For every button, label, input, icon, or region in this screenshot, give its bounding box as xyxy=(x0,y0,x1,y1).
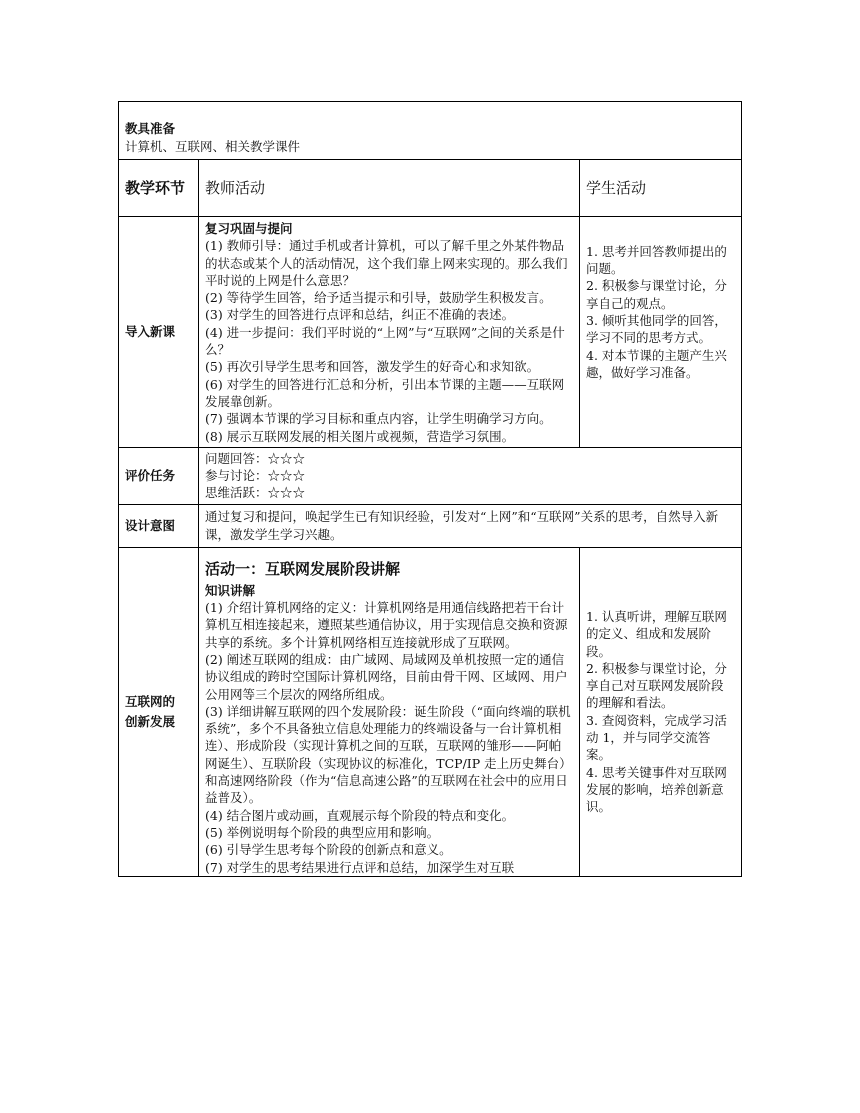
activity-row xyxy=(119,547,742,876)
design-cell: 通过复习和提问，唤起学生已有知识经验，引发对“上网”和“互联网”关系的思考，自然导入新课，激发学生学习兴趣。 xyxy=(199,504,742,547)
activity-teacher-item: (6) 引导学生思考每个阶段的创新点和意义。 xyxy=(205,842,452,858)
intro-title: 复习巩固与提问 xyxy=(205,221,293,236)
intro-teacher-item: (3) 对学生的回答进行点评和总结，纠正不准确的表述。 xyxy=(205,307,515,323)
activity-teacher-item: (1) 介绍计算机网络的定义：计算机网络是用通信线路把若干台计算机互相连接起来，遵照某些通信协议，用于实现信息交换和资源共享的系统。多个计算机网络相互连接就形成了互联网。 xyxy=(205,600,568,650)
lesson-plan-table xyxy=(118,101,742,877)
eval-row xyxy=(119,447,742,504)
intro-student-item: 4. 对本节课的主题产生兴趣，做好学习准备。 xyxy=(586,347,727,380)
prep-row xyxy=(119,102,742,160)
intro-label: 导入新课 xyxy=(119,217,199,448)
eval-item: 问题回答：☆☆☆ xyxy=(205,450,306,466)
intro-student-cell xyxy=(580,217,742,448)
activity-student-item: 4. 思考关键事件对互联网发展的影响，培养创新意识。 xyxy=(586,764,727,815)
intro-student-item: 1. 思考并回答教师提出的问题。 xyxy=(586,243,727,277)
intro-teacher-item: (8) 展示互联网发展的相关图片或视频，营造学习氛围。 xyxy=(205,428,515,444)
intro-teacher-item: (7) 强调本节课的学习目标和重点内容，让学生明确学习方向。 xyxy=(205,411,552,427)
intro-teacher-item: (2) 等待学生回答，给予适当提示和引导，鼓励学生积极发言。 xyxy=(205,290,552,306)
header-teacher: 教师活动 xyxy=(199,160,580,217)
intro-teacher-cell xyxy=(199,217,580,448)
lesson-plan-page xyxy=(118,101,741,877)
activity-subtitle: 知识讲解 xyxy=(205,582,256,598)
eval-label: 评价任务 xyxy=(119,447,199,504)
intro-teacher-item: (1) 教师引导：通过手机或者计算机，可以了解千里之外某件物品的状态或某个人的活动情况，这个我们靠上网来实现的。那么我们平时说的上网是什么意思？ xyxy=(205,238,568,288)
activity-teacher-item: (5) 举例说明每个阶段的典型应用和影响。 xyxy=(205,824,440,840)
eval-item: 参与讨论：☆☆☆ xyxy=(205,468,306,484)
header-stage: 教学环节 xyxy=(119,160,199,217)
design-label: 设计意图 xyxy=(119,504,199,547)
prep-title: 教具准备 xyxy=(125,121,176,137)
eval-item: 思维活跃：☆☆☆ xyxy=(205,485,306,501)
design-row xyxy=(119,504,742,547)
header-row xyxy=(119,160,742,217)
intro-student-item: 2. 积极参与课堂讨论，分享自己的观点。 xyxy=(586,278,727,311)
activity-teacher-item: (2) 阐述互联网的组成：由广域网、局域网及单机按照一定的通信协议组成的跨时空国际计算机网络，目前由骨干网、区域网、用户公用网等三个层次的网络所组成。 xyxy=(205,651,568,702)
activity-teacher-item: (4) 结合图片或动画，直观展示每个阶段的特点和变化。 xyxy=(205,807,515,823)
prep-cell xyxy=(119,102,742,160)
intro-teacher-item: (4) 进一步提问：我们平时说的“上网”与“互联网”之间的关系是什么？ xyxy=(205,324,565,358)
activity-label-line2: 创新发展 xyxy=(125,713,176,729)
activity-student-item: 1. 认真听讲，理解互联网的定义、组成和发展阶段。 xyxy=(586,608,727,659)
activity-title: 活动一：互联网发展阶段讲解 xyxy=(205,559,401,578)
activity-student-item: 2. 积极参与课堂讨论，分享自己对互联网发展阶段的理解和看法。 xyxy=(586,660,727,711)
intro-student-item: 3. 倾听其他同学的回答，学习不同的思考方式。 xyxy=(586,312,727,346)
eval-cell xyxy=(199,447,742,504)
intro-teacher-item: (6) 对学生的回答进行汇总和分析，引出本节课的主题——互联网发展靠创新。 xyxy=(205,376,565,409)
activity-student-item: 3. 查阅资料，完成学习活动 1，并与同学交流答案。 xyxy=(586,712,727,763)
activity-student-cell xyxy=(580,547,742,876)
activity-label xyxy=(119,547,199,876)
activity-teacher-cell xyxy=(199,547,580,876)
header-student: 学生活动 xyxy=(580,160,742,217)
activity-teacher-item: (7) 对学生的思考结果进行点评和总结，加深学生对互联 xyxy=(205,859,515,875)
intro-row xyxy=(119,217,742,448)
activity-label-line1: 互联网的 xyxy=(125,693,176,709)
intro-teacher-item: (5) 再次引导学生思考和回答，激发学生的好奇心和求知欲。 xyxy=(205,359,540,375)
prep-content: 计算机、互联网、相关教学课件 xyxy=(125,138,301,154)
activity-teacher-item: (3) 详细讲解互联网的四个发展阶段：诞生阶段（“面向终端的联机系统”，多个不具备独立信息处理能力的终端设备与一台计算机相连）、形成阶段（实现计算机之间的互联，互联网的雏形——阿帕网诞生）、互联阶段（实现协议的标准化，TCP/IP 走上历史舞台）和高速网络阶段（作为“信息高速公路”的互联网在社会中的应用日益普及）。 xyxy=(205,703,572,806)
